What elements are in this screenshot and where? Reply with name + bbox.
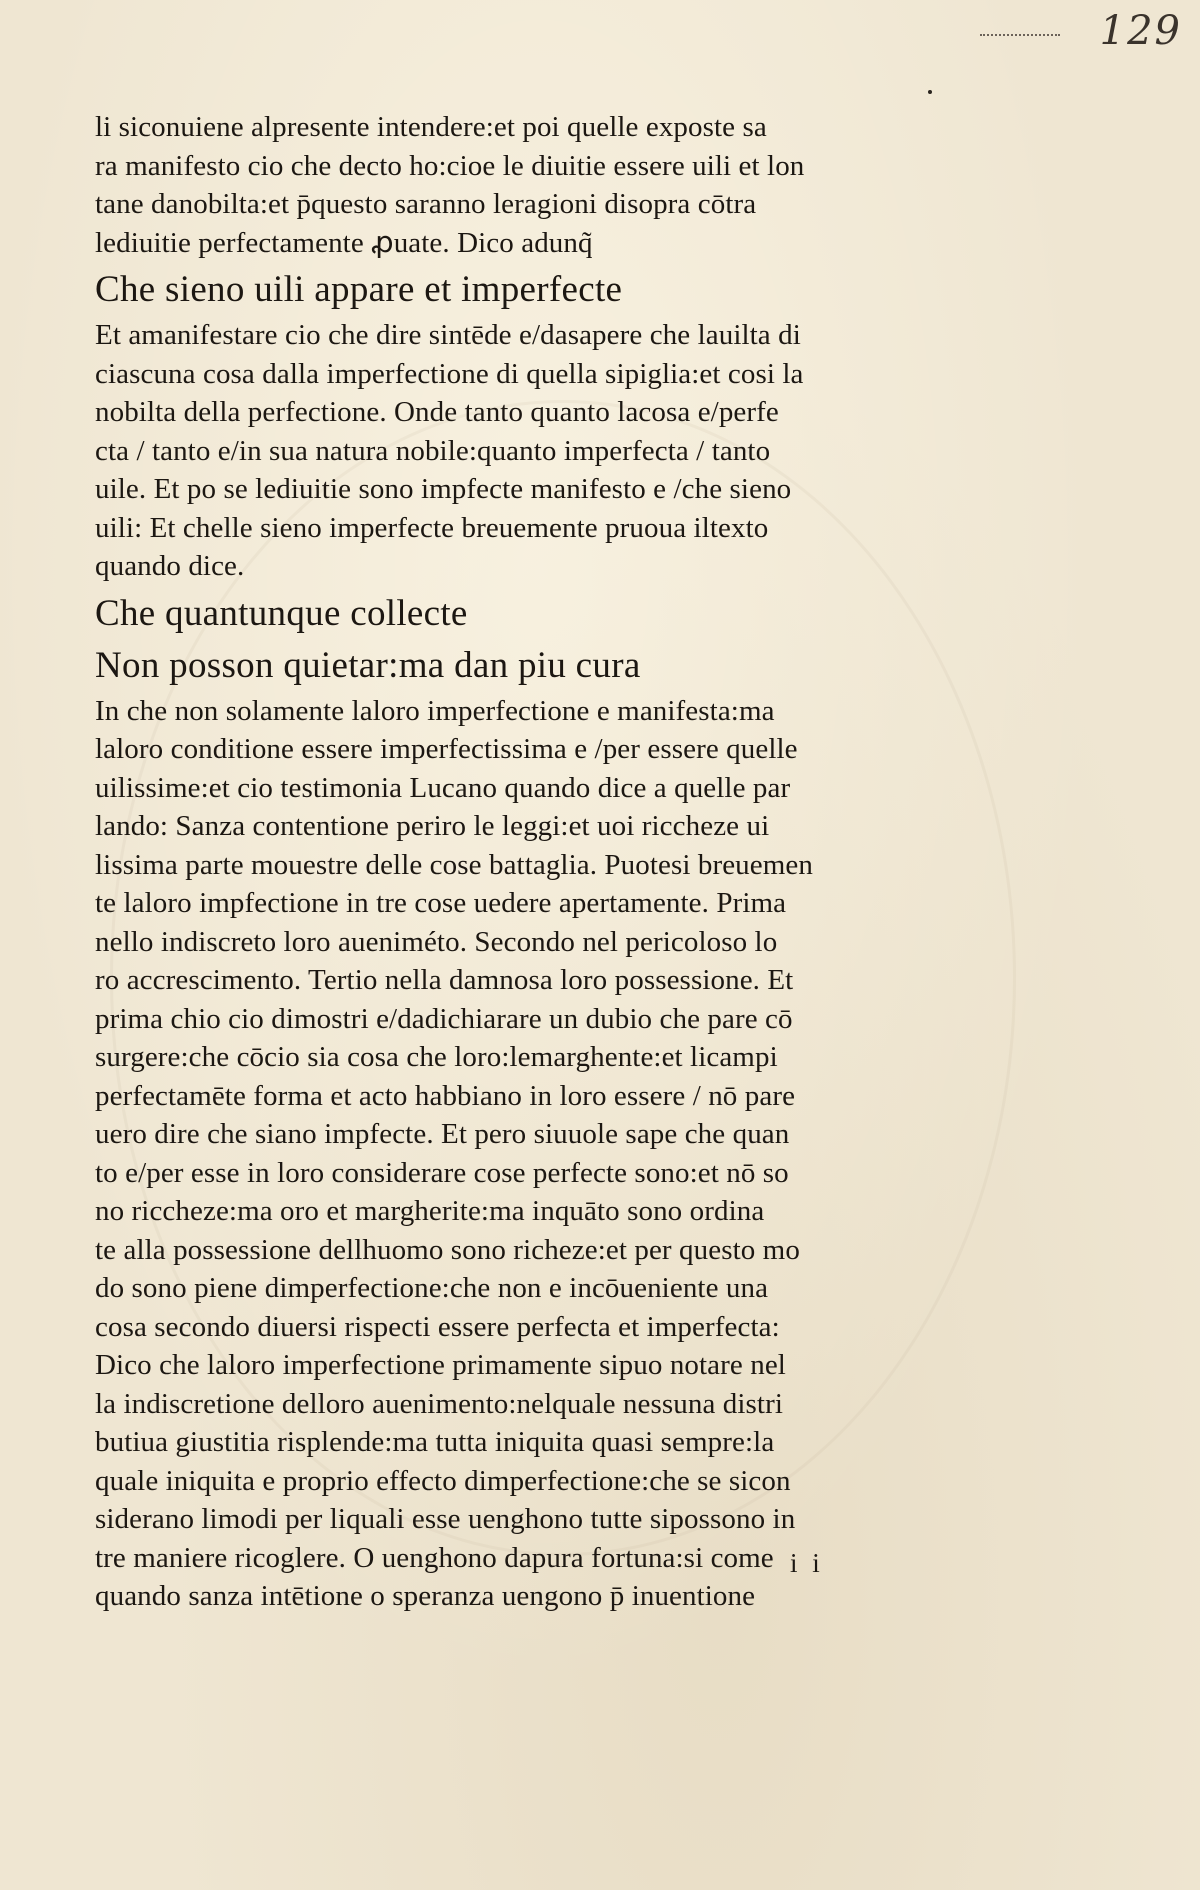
pencil-mark: [980, 34, 1060, 36]
text-line: prima chio cio dimostri e/dadichiarare un dubio che pare cō: [95, 1002, 793, 1035]
text-line: cta / tanto e/in sua natura nobile:quanto imperfecta / tanto: [95, 434, 771, 467]
ink-dot: [928, 90, 932, 94]
text-line: to e/per esse in loro considerare cose perfecte sono:et nō so: [95, 1156, 789, 1189]
text-line: uili: Et chelle sieno imperfecte breuemente pruoua iltexto: [95, 511, 769, 544]
signature-mark: i i: [790, 1548, 824, 1578]
text-line: butiua giustitia risplende:ma tutta iniquita quasi sempre:la: [95, 1426, 775, 1458]
text-line: cosa secondo diuersi rispecti essere perfecta et imperfecta:: [95, 1310, 780, 1343]
paragraph-1: [95, 108, 885, 262]
text-line: Et amanifestare cio che dire sintēde e/dasapere che lauilta di: [95, 319, 801, 351]
text-block: [95, 108, 885, 1616]
paragraph-2: [95, 316, 885, 586]
text-line: te laloro impfectione in tre cose uedere apertamente. Prima: [95, 887, 787, 919]
text-line: perfectamēte forma et acto habbiano in loro essere / nō pare: [95, 1079, 796, 1112]
text-line: li siconuiene alpresente intendere:et poi quelle exposte sa: [95, 111, 767, 143]
text-line: nobilta della perfectione. Onde tanto quanto lacosa e/perfe: [95, 396, 779, 428]
text-line: ciascuna cosa dalla imperfectione di quella sipiglia:et cosi la: [95, 357, 804, 390]
paragraph-3: [95, 692, 885, 1616]
text-line: ro accrescimento. Tertio nella damnosa loro possessione. Et: [95, 964, 794, 996]
text-line: laloro conditione essere imperfectissima e /per essere quelle: [95, 733, 798, 765]
text-line: la indiscretione delloro auenimento:nelquale nessuna distri: [95, 1387, 784, 1420]
text-line: no riccheze:ma oro et margherite:ma inquāto sono ordina: [95, 1195, 765, 1227]
text-line: do sono piene dimperfectione:che non e incōueniente una: [95, 1272, 769, 1304]
text-line: surgere:che cōcio sia cosa che loro:lemarghente:et licampi: [95, 1041, 778, 1073]
text-line: lando: Sanza contentione periro le leggi:et uoi riccheze ui: [95, 810, 770, 842]
text-line: quando sanza intētione o speranza uengono p̄ inuentione: [95, 1580, 756, 1612]
text-line: lissima parte mouestre delle cose battaglia. Puotesi breuemen: [95, 848, 813, 881]
text-line: tre maniere ricoglere. O uenghono dapura fortuna:si come: [95, 1541, 774, 1574]
text-line: Dico che laloro imperfectione primamente sipuo notare nel: [95, 1349, 786, 1381]
section-heading: Che sieno uili appare et imperfecte: [95, 269, 623, 310]
folio-number: 129: [1099, 8, 1182, 54]
text-line: ra manifesto cio che decto ho:cioe le diuitie essere uili et lon: [95, 149, 805, 182]
text-line: uilissime:et cio testimonia Lucano quando dice a quelle par: [95, 771, 791, 804]
text-line: quale iniquita e proprio effecto dimperfectione:che se sicon: [95, 1464, 791, 1497]
text-line: siderano limodi per liquali esse uenghono tutte sipossono in: [95, 1503, 796, 1535]
text-line: te alla possessione dellhuomo sono richeze:et per questo mo: [95, 1233, 800, 1266]
text-line: nello indiscreto loro aueniméto. Secondo nel pericoloso lo: [95, 925, 778, 958]
text-line: uero dire che siano impfecte. Et pero siuuole sape che quan: [95, 1118, 790, 1150]
text-line: In che non solamente laloro imperfectione e manifesta:ma: [95, 694, 775, 727]
text-line: quando dice.: [95, 550, 245, 582]
text-line: tane danobilta:et p̄questo saranno leragioni disopra cōtra: [95, 188, 757, 220]
verse-heading: Che quantunque collecte: [95, 592, 468, 634]
text-line: lediuitie perfectamente ꝓuate. Dico adunq̃: [95, 226, 593, 259]
text-line: uile. Et po se lediuitie sono impfecte manifesto e /che sieno: [95, 473, 792, 505]
verse-heading: Non posson quietar:ma dan piu cura: [95, 644, 641, 686]
